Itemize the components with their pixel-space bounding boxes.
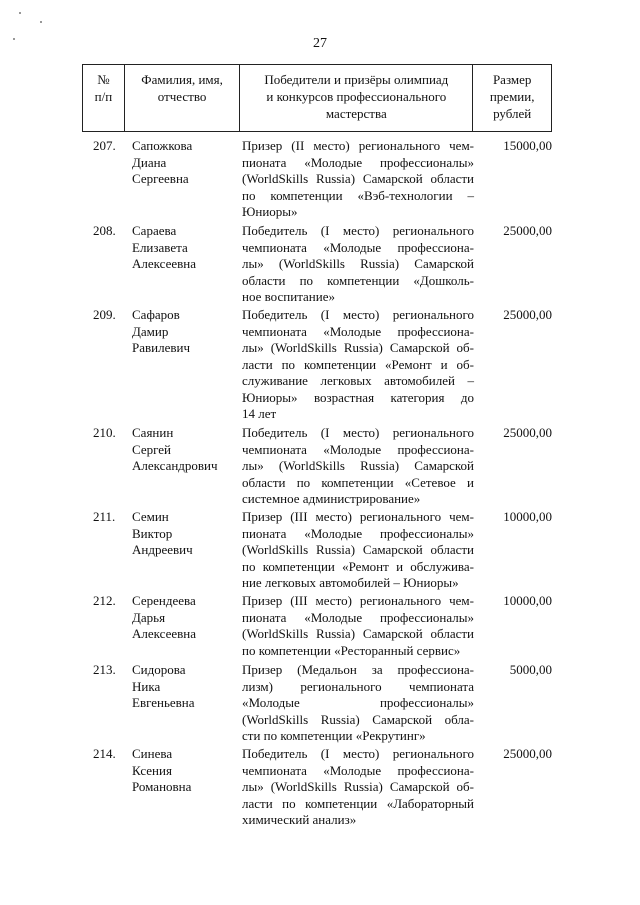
person-name (132, 509, 238, 559)
desc-line: 14 лет (242, 406, 277, 421)
desc-line: ласти по компетенции «Лабораторный (242, 795, 474, 811)
header-text: Фамилия, имя, (141, 72, 223, 87)
desc-line: Призер (III место) регионального чем- (242, 593, 474, 608)
desc-line: системное администрирование» (242, 491, 421, 506)
row-number: 208. (93, 223, 116, 238)
achievement-description (242, 307, 474, 423)
table-header (82, 64, 552, 132)
desc-line: по компетенции «Ремонт и обслужива- (242, 558, 474, 574)
name-line: Сидорова (132, 662, 186, 677)
header-text: мастерства (325, 106, 387, 121)
name-line: Сергей (132, 441, 171, 457)
desc-line: по компетенции «Вэб-технологии – (242, 187, 474, 203)
desc-line: лы» (WorldSkills Russia) Самарской (242, 256, 474, 271)
desc-line: чемпионата «Молодые профессиона- (242, 762, 474, 778)
desc-line: чемпионата «Молодые профессиона- (242, 239, 474, 255)
prize-amount: 25000,00 (503, 746, 552, 761)
desc-line: Юниоры» возрастная категория до (242, 389, 474, 405)
desc-line: чемпионата «Молодые профессиона- (242, 323, 474, 339)
desc-line: ние легковых автомобилей – Юниоры» (242, 575, 459, 590)
name-line: Алексеевна (132, 626, 196, 641)
row-number: 214. (93, 746, 116, 761)
desc-line: пионата «Молодые профессионалы» (242, 154, 474, 170)
person-name (132, 223, 238, 273)
person-name (132, 425, 238, 475)
header-text: п/п (94, 89, 113, 104)
desc-line: служивание легковых автомобилей – (242, 373, 474, 388)
desc-line: сти по компетенции «Рекрутинг» (242, 728, 426, 743)
prize-amount: 10000,00 (503, 593, 552, 608)
achievement-description (242, 223, 474, 306)
desc-line: чемпионата «Молодые профессиона- (242, 441, 474, 457)
desc-line: химический анализ» (242, 812, 357, 827)
prize-amount: 5000,00 (509, 662, 552, 677)
prize-amount: 15000,00 (503, 138, 552, 153)
desc-line: Победитель (I место) регионального (242, 425, 474, 440)
name-line: Сараева (132, 223, 177, 238)
name-line: Дамир (132, 323, 169, 339)
row-number: 212. (93, 593, 116, 608)
desc-line: ное воспитание» (242, 289, 335, 304)
achievement-description (242, 593, 474, 659)
desc-line: Победитель (I место) регионального (242, 307, 474, 322)
header-text: Размер (492, 72, 532, 87)
desc-line: по компетенции «Ресторанный сервис» (242, 642, 461, 658)
person-name (132, 662, 238, 712)
header-cell-prize (473, 65, 551, 131)
desc-line: Призер (Медальон за профессиона- (242, 662, 474, 677)
desc-line: (WorldSkills Russia) Самарской области (242, 171, 474, 186)
desc-line: ласти по компетенции «Ремонт и об- (242, 356, 474, 372)
row-number: 207. (93, 138, 116, 153)
desc-line: Победитель (I место) регионального (242, 223, 474, 238)
name-line: Виктор (132, 525, 173, 541)
header-text: премии, (489, 89, 535, 104)
name-line: Алексеевна (132, 256, 196, 271)
desc-line: лизм) регионального чемпионата (242, 678, 474, 694)
desc-line: области по компетенции «Дошколь- (242, 272, 474, 288)
name-line: Саянин (132, 425, 174, 440)
name-line: Ника (132, 678, 161, 694)
header-text: № (97, 72, 110, 87)
prize-amount: 10000,00 (503, 509, 552, 524)
name-line: Александрович (132, 458, 218, 473)
person-name (132, 593, 238, 643)
header-text: отчество (157, 89, 207, 104)
desc-line: лы» (WorldSkills Russia) Самарской (242, 458, 474, 473)
name-line: Диана (132, 154, 167, 170)
row-number: 213. (93, 662, 116, 677)
name-line: Евгеньевна (132, 695, 195, 710)
desc-line: Призер (II место) регионального чем- (242, 138, 474, 153)
scan-speck (40, 21, 42, 23)
desc-line: Победитель (I место) регионального (242, 746, 474, 761)
achievement-description (242, 746, 474, 829)
desc-line: лы» (WorldSkills Russia) Самарской об- (242, 340, 474, 355)
header-cell-number (83, 65, 125, 131)
name-line: Ксения (132, 762, 172, 778)
achievement-description (242, 662, 474, 745)
header-cell-name (125, 65, 241, 131)
person-name (132, 307, 238, 357)
prize-amount: 25000,00 (503, 425, 552, 440)
name-line: Сафаров (132, 307, 180, 322)
desc-line: Призер (III место) регионального чем- (242, 509, 474, 524)
person-name (132, 138, 238, 188)
desc-line: области по компетенции «Сетевое и (242, 474, 474, 490)
name-line: Дарья (132, 609, 166, 625)
header-cell-description (240, 65, 473, 131)
achievement-description (242, 425, 474, 508)
page-number: 27 (313, 36, 327, 51)
achievement-description (242, 509, 474, 592)
achievement-description (242, 138, 474, 221)
row-number: 211. (93, 509, 116, 524)
name-line: Серендеева (132, 593, 196, 608)
header-text: рублей (493, 106, 532, 121)
desc-line: (WorldSkills Russia) Самарской области (242, 626, 474, 641)
header-text: и конкурсов профессионального (266, 89, 447, 104)
person-name (132, 746, 238, 796)
desc-line: Юниоры» (242, 204, 298, 219)
name-line: Андреевич (132, 542, 193, 557)
desc-line: «Молодые профессионалы» (242, 695, 474, 710)
desc-line: пионата «Молодые профессионалы» (242, 609, 474, 625)
name-line: Синева (132, 746, 173, 761)
scan-speck (19, 12, 21, 14)
desc-line: (WorldSkills Russia) Самарской области (242, 542, 474, 557)
name-line: Семин (132, 509, 169, 524)
prize-amount: 25000,00 (503, 307, 552, 322)
header-text: Победители и призёры олимпиад (264, 72, 449, 87)
prize-amount: 25000,00 (503, 223, 552, 238)
name-line: Сапожкова (132, 138, 193, 153)
name-line: Елизавета (132, 239, 188, 255)
desc-line: лы» (WorldSkills Russia) Самарской об- (242, 779, 474, 794)
name-line: Романовна (132, 779, 192, 794)
desc-line: (WorldSkills Russia) Самарской обла- (242, 711, 474, 727)
row-number: 210. (93, 425, 116, 440)
name-line: Сергеевна (132, 171, 189, 186)
desc-line: пионата «Молодые профессионалы» (242, 525, 474, 541)
name-line: Равилевич (132, 340, 190, 355)
row-number: 209. (93, 307, 116, 322)
